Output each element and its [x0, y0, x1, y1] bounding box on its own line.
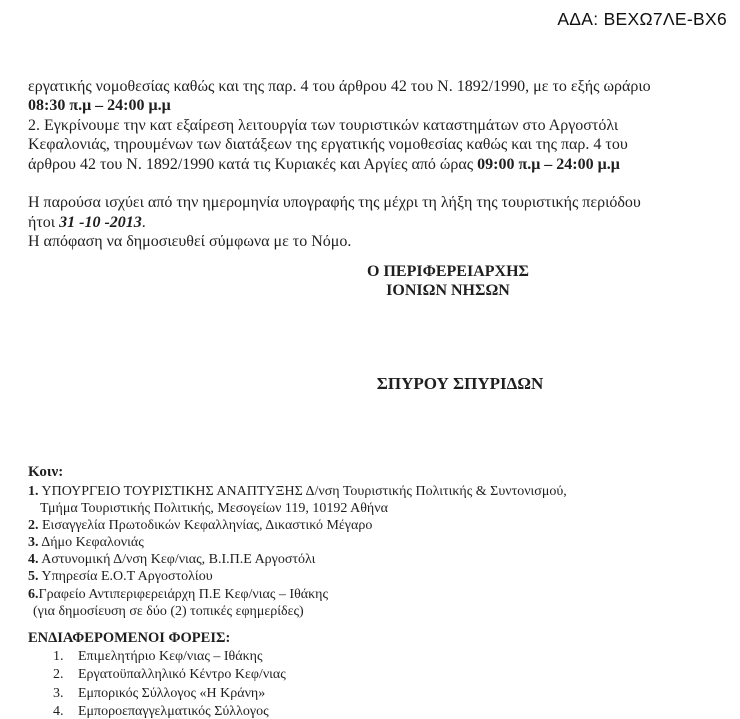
signatory-title-line1: Ο ΠΕΡΙΦΕΡΕΙΑΡΧΗΣ [367, 263, 529, 280]
distribution-item [28, 551, 728, 568]
item-text: Γραφείο Αντιπεριφερειάρχη Π.Ε Κεφ/νιας – Ιθάκης [38, 586, 329, 602]
item-text: Εισαγγελία Πρωτοδικών Κεφαλληνίας, Δικαστικό Μέγαρο [42, 518, 373, 534]
paragraph-line: Κεφαλονιάς, τηρουμένων των διατάξεων της εργατικής νομοθεσίας καθώς και της παρ. 4 του [28, 136, 628, 154]
stakeholder-item [28, 666, 728, 684]
distribution-item-continuation [28, 500, 728, 517]
paragraph-text: ήτοι [28, 213, 60, 231]
signatory-name: ΣΠΥΡΟΥ ΣΠΥΡΙΔΩΝ [376, 374, 544, 393]
signatory-title-line2: ΙΟΝΙΩΝ ΝΗΣΩΝ [386, 282, 510, 300]
ada-code: ΑΔΑ: ΒΕΧΩ7ΛΕ-ΒΧ6 [557, 9, 727, 29]
expiry-date: 31 -10 -2013 [59, 213, 142, 231]
item-number: 2. [53, 667, 64, 683]
distribution-heading: Κοιν: [28, 464, 64, 480]
paragraph-line: Η απόφαση να δημοσιευθεί σύμφωνα με το Νόμο. [28, 233, 352, 251]
main-text [28, 77, 723, 252]
signatory-title [98, 262, 740, 301]
stakeholders-section [28, 629, 728, 719]
item-number: 1. [28, 484, 39, 499]
item-text: Αστυνομική Δ/νση Κεφ/νιας, Β.Ι.Π.Ε Αργοστόλι [41, 552, 316, 568]
item-text: Επιμελητήριο Κεφ/νιας – Ιθάκης [78, 649, 263, 664]
item-number: 4. [28, 552, 39, 568]
opening-hours-1: 08:30 π.μ – 24:00 μ.μ [28, 97, 171, 115]
distribution-item [28, 483, 728, 500]
item-text: Υπηρεσία Ε.Ο.Τ Αργοστολίου [41, 569, 213, 585]
item-text: Τμήμα Τουριστικής Πολιτικής, Μεσογείων 119, 10192 Αθήνα [40, 501, 388, 517]
paragraph-line: Η παρούσα ισχύει από την ημερομηνία υπογραφής της μέχρι τη λήξη της τουριστικής περιόδου [28, 194, 641, 212]
paragraph-text: άρθρου 42 του Ν. 1892/1990 κατά τις Κυριακές και Αργίες από ώρας [28, 155, 478, 173]
distribution-item [28, 517, 728, 534]
distribution-item [28, 586, 728, 603]
distribution-item-continuation [28, 603, 728, 620]
paragraph-line [28, 155, 723, 174]
blank-line [28, 174, 723, 193]
paragraph-line: 2. Εγκρίνουμε την κατ εξαίρεση λειτουργία των τουριστικών καταστημάτων στο Αργοστόλι [28, 116, 619, 134]
stakeholders-heading: ΕΝΔΙΑΦΕΡΟΜΕΝΟΙ ΦΟΡΕΙΣ: [28, 630, 231, 646]
paragraph-line [28, 213, 723, 232]
item-text: Εμπορικός Σύλλογος «Η Κράνη» [78, 685, 266, 701]
stakeholder-item [28, 703, 728, 719]
paragraph-line: εργατικής νομοθεσίας καθώς και της παρ. 4 του άρθρου 42 του Ν. 1892/1990, με το εξής ωράριο [28, 78, 651, 95]
distribution-item [28, 534, 728, 551]
item-text: Εργατοϋπαλληλικό Κέντρο Κεφ/νιας [78, 667, 286, 683]
distribution-item [28, 568, 728, 585]
item-number: 2. [28, 518, 39, 534]
opening-hours-2: 09:00 π.μ – 24:00 μ.μ [477, 155, 620, 173]
item-number: 1. [53, 649, 64, 664]
item-number: 6. [28, 586, 39, 602]
item-number: 4. [53, 704, 64, 719]
paragraph-text: . [141, 213, 146, 231]
item-number: 3. [53, 685, 64, 701]
item-number: 3. [28, 535, 39, 551]
item-text: Εμποροεπαγγελματικός Σύλλογος [78, 704, 269, 719]
item-text: (για δημοσίευση σε δύο (2) τοπικές εφημερίδες) [33, 603, 304, 619]
stakeholder-item [28, 685, 728, 703]
stakeholder-item [28, 648, 728, 666]
distribution-section [28, 462, 728, 620]
item-number: 5. [28, 569, 39, 585]
item-text: ΥΠΟΥΡΓΕΙΟ ΤΟΥΡΙΣΤΙΚΗΣ ΑΝΑΠΤΥΞΗΣ Δ/νση Τουριστικής Πολιτικής & Συντονισμού, [41, 484, 567, 499]
item-text: Δήμο Κεφαλονιάς [41, 535, 144, 551]
